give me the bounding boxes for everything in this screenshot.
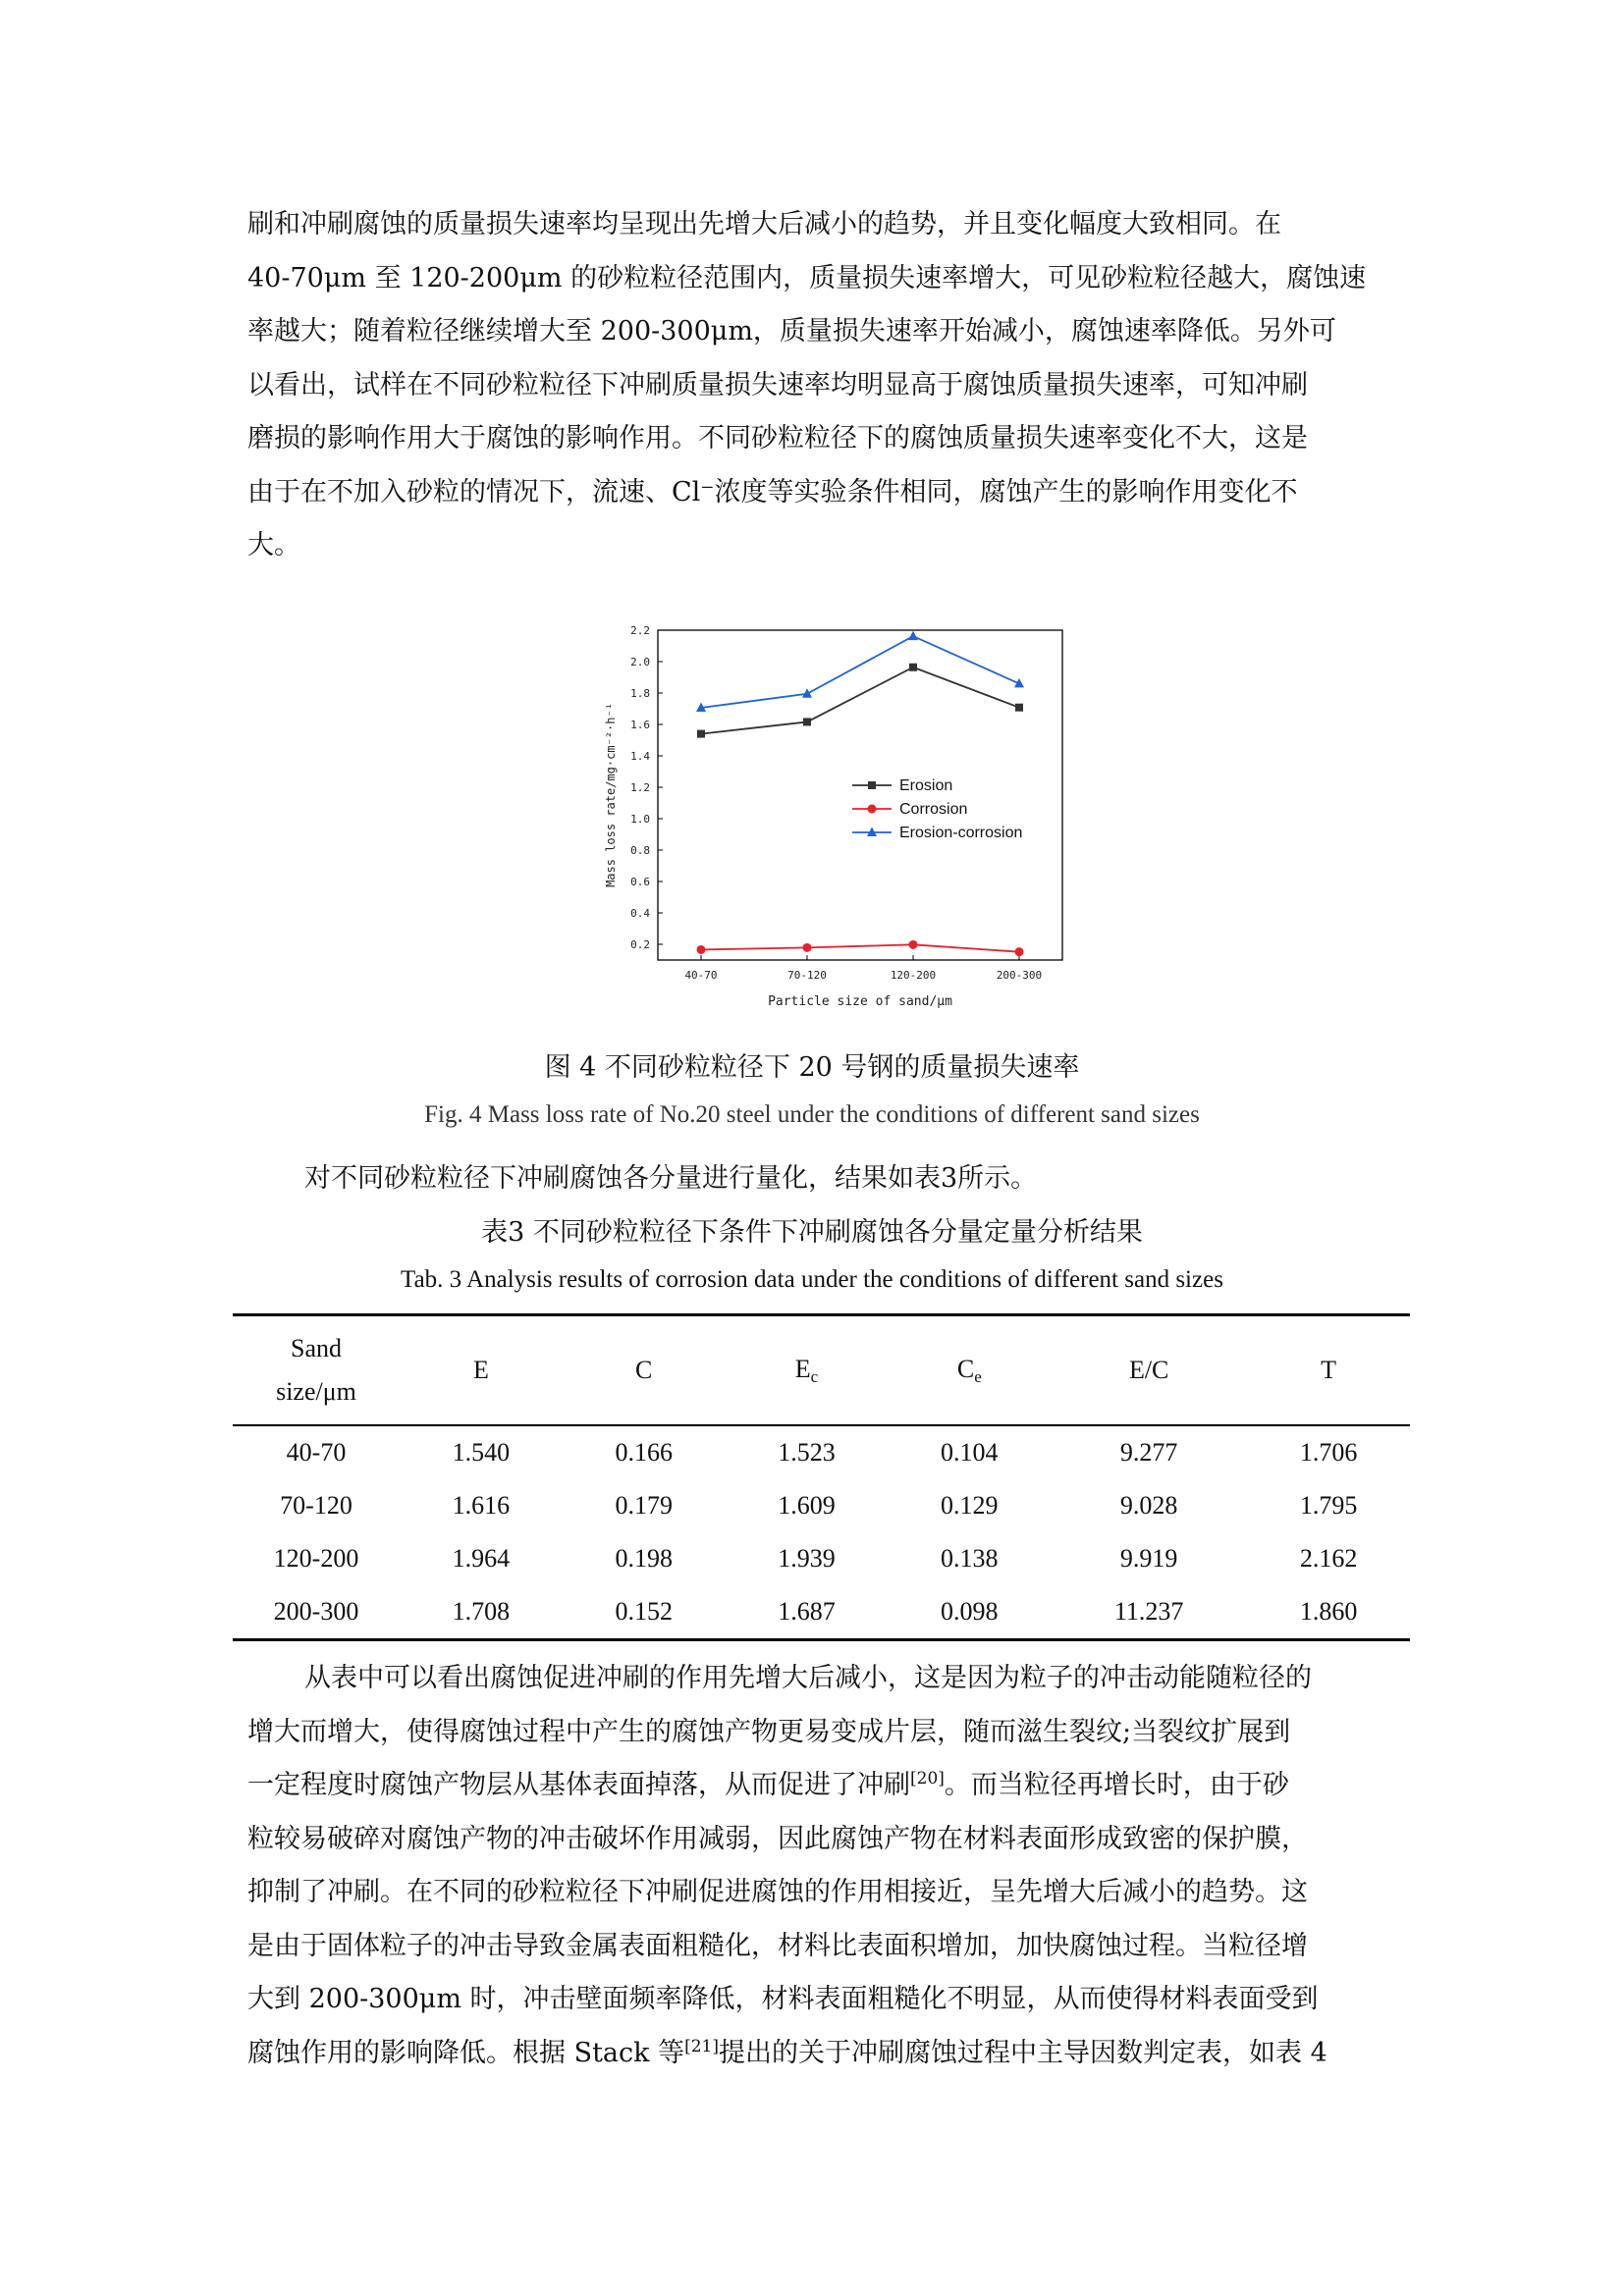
- text-line: [247, 2027, 1394, 2081]
- cell: 70-120: [280, 1491, 352, 1520]
- text-line: 磨损的影响作用大于腐蚀的影响作用。不同砂粒粒径下的腐蚀质量损失速率变化不大，这是: [247, 423, 1308, 454]
- header-ce-sub: e: [974, 1366, 982, 1386]
- series-line-erosion-corrosion: [701, 636, 1019, 708]
- text-line: 以看出，试样在不同砂粒粒径下冲刷质量损失速率均明显高于腐蚀质量损失速率，可知冲刷: [247, 369, 1308, 400]
- data-point-corrosion: [909, 940, 918, 949]
- legend-entry: Erosion: [899, 777, 953, 794]
- y-tick-label: 1.6: [630, 719, 650, 731]
- text-line: 刷和冲刷腐蚀的质量损失速率均呈现出先增大后减小的趋势，并且变化幅度大致相同。在: [247, 209, 1281, 240]
- header-sand-line1: Sand: [291, 1334, 342, 1362]
- x-tick-label: 70-120: [787, 969, 827, 982]
- table-header-row: [233, 1315, 1410, 1426]
- y-tick-label: 2.0: [630, 656, 650, 668]
- text-segment: 。而当粒径再增长时，由于砂: [944, 1770, 1289, 1800]
- table-row: [233, 1585, 1410, 1640]
- paragraph-top: [247, 198, 1394, 573]
- table-row: [233, 1532, 1410, 1585]
- text-line: 是由于固体粒子的冲击导致金属表面粗糙化，材料比表面积增加，加快腐蚀过程。当粒径增: [247, 1930, 1308, 1961]
- table-row: [233, 1425, 1410, 1479]
- cell: 2.162: [1299, 1544, 1358, 1573]
- cell: 1.540: [452, 1438, 511, 1467]
- cell: 0.138: [941, 1544, 999, 1573]
- cell: 1.708: [400, 1585, 563, 1640]
- results-table: [233, 1313, 1410, 1641]
- legend-entry: Erosion-corrosion: [899, 825, 1023, 841]
- table-caption-en: Tab. 3 Analysis results of corrosion data under the conditions of different sand sizes: [401, 1266, 1223, 1293]
- text-line: 率越大；随着粒径继续增大至 200-300μm，质量损失速率开始减小，腐蚀速率降低。另外可: [247, 316, 1336, 347]
- series-line-erosion: [701, 667, 1019, 734]
- cell: 1.609: [778, 1491, 836, 1520]
- data-point-erosion: [909, 664, 917, 671]
- header-ce: [888, 1315, 1051, 1426]
- text-segment: 提出的关于冲刷腐蚀过程中主导因数判定表，如表 4: [719, 2037, 1327, 2068]
- cell: 0.104: [941, 1438, 999, 1467]
- data-point-erosion: [697, 730, 705, 738]
- y-tick-label: 2.2: [630, 624, 650, 637]
- text-segment: 一定程度时腐蚀产物层从基体表面掉落，从而促进了冲刷: [247, 1770, 910, 1800]
- series-line-corrosion: [701, 944, 1019, 951]
- y-axis-label: Mass loss rate/mg·cm⁻²·h⁻¹: [604, 703, 618, 887]
- cell: 40-70: [286, 1438, 347, 1467]
- cell: 1.964: [452, 1544, 511, 1573]
- text-line: [247, 1759, 1394, 1813]
- cell: 120-200: [273, 1544, 359, 1573]
- text-segment: 腐蚀作用的影响降低。根据 Stack 等: [247, 2037, 685, 2068]
- cell: 1.795: [1299, 1491, 1358, 1520]
- cell: 11.237: [1051, 1585, 1247, 1640]
- table-intro-line: 对不同砂粒粒径下冲刷腐蚀各分量进行量化，结果如表3所示。: [304, 1163, 1038, 1194]
- data-point-corrosion: [1015, 947, 1024, 956]
- data-point-erosion: [1015, 704, 1023, 712]
- x-tick-label: 40-70: [684, 969, 718, 982]
- legend-marker: [868, 781, 876, 789]
- citation-ref: [20]: [910, 1769, 945, 1789]
- data-point-corrosion: [803, 943, 812, 952]
- header-ratio: E/C: [1051, 1315, 1247, 1426]
- cell: 0.152: [563, 1585, 726, 1640]
- header-sand-size: [233, 1315, 400, 1426]
- cell: 1.523: [778, 1438, 836, 1467]
- text-line: 抑制了冲刷。在不同的砂粒粒径下冲刷促进腐蚀的作用相接近，呈先增大后减小的趋势。这: [247, 1877, 1308, 1907]
- header-ec-base: E: [794, 1354, 811, 1383]
- cell: 1.706: [1299, 1438, 1358, 1467]
- header-ce-base: C: [956, 1354, 975, 1383]
- data-point-corrosion: [697, 945, 706, 954]
- data-point-erosion-corrosion: [908, 631, 918, 641]
- figure-caption-zh: 图 4 不同砂粒粒径下 20 号钢的质量损失速率: [544, 1052, 1080, 1083]
- cell: 1.616: [452, 1491, 511, 1520]
- cell: 1.687: [726, 1585, 889, 1640]
- data-point-erosion: [803, 718, 811, 725]
- cell: 1.860: [1247, 1585, 1410, 1640]
- cell: 0.129: [941, 1491, 999, 1520]
- header-c: C: [563, 1315, 726, 1426]
- x-tick-label: 200-300: [996, 969, 1043, 982]
- plot-frame: [658, 630, 1062, 960]
- legend-entry: Corrosion: [899, 801, 968, 818]
- citation-ref: [21]: [684, 2036, 719, 2056]
- text-line: 40-70μm 至 120-200μm 的砂粒粒径范围内，质量损失速率增大，可见砂粒粒径越大，腐蚀速: [247, 262, 1367, 294]
- data-point-erosion-corrosion: [802, 688, 812, 698]
- y-tick-label: 1.8: [630, 687, 650, 700]
- legend-marker: [868, 805, 877, 814]
- cell: 0.198: [615, 1544, 673, 1573]
- header-ec: [726, 1315, 889, 1426]
- figure-caption-en: Fig. 4 Mass loss rate of No.20 steel under the conditions of different sand sizes: [424, 1101, 1200, 1128]
- x-tick-label: 120-200: [890, 969, 937, 982]
- y-tick-label: 0.8: [630, 844, 650, 857]
- header-t: T: [1247, 1315, 1410, 1426]
- paragraph-bottom: [247, 1652, 1394, 2080]
- text-line: 大。: [247, 530, 300, 561]
- mass-loss-rate-chart: [589, 618, 1070, 1021]
- header-sand-line2: size/μm: [276, 1377, 356, 1406]
- text-line: 从表中可以看出腐蚀促进冲刷的作用先增大后减小，这是因为粒子的冲击动能随粒径的: [304, 1663, 1312, 1693]
- table-caption-zh: 表3 不同砂粒粒径下条件下冲刷腐蚀各分量定量分析结果: [481, 1217, 1143, 1248]
- y-tick-label: 1.2: [630, 781, 650, 794]
- y-tick-label: 1.4: [630, 750, 650, 763]
- cell: 200-300: [233, 1585, 400, 1640]
- table-row: [233, 1479, 1410, 1532]
- header-e: E: [400, 1315, 563, 1426]
- text-line: 由于在不加入砂粒的情况下，流速、Cl⁻浓度等实验条件相同，腐蚀产生的影响作用变化不: [247, 476, 1298, 507]
- cell: 1.939: [778, 1544, 836, 1573]
- y-tick-label: 0.4: [630, 907, 650, 920]
- y-tick-label: 1.0: [630, 813, 650, 826]
- header-ec-sub: c: [810, 1366, 819, 1386]
- cell: 9.028: [1119, 1491, 1178, 1520]
- y-tick-label: 0.6: [630, 876, 650, 888]
- text-line: 增大而增大，使得腐蚀过程中产生的腐蚀产物更易变成片层，随而滋生裂纹;当裂纹扩展到: [247, 1716, 1291, 1747]
- cell: 9.919: [1119, 1544, 1178, 1573]
- text-line: 粒较易破碎对腐蚀产物的冲击破坏作用减弱，因此腐蚀产物在材料表面形成致密的保护膜，: [247, 1823, 1308, 1854]
- text-line: 大到 200-300μm 时，冲击壁面频率降低，材料表面粗糙化不明显，从而使得材料表面受到: [247, 1984, 1319, 2014]
- cell: 0.179: [615, 1491, 673, 1520]
- x-axis-label: Particle size of sand/μm: [768, 994, 952, 1009]
- cell: 9.277: [1119, 1438, 1178, 1467]
- y-tick-label: 0.2: [630, 938, 650, 951]
- cell: 0.166: [615, 1438, 673, 1467]
- cell: 0.098: [888, 1585, 1051, 1640]
